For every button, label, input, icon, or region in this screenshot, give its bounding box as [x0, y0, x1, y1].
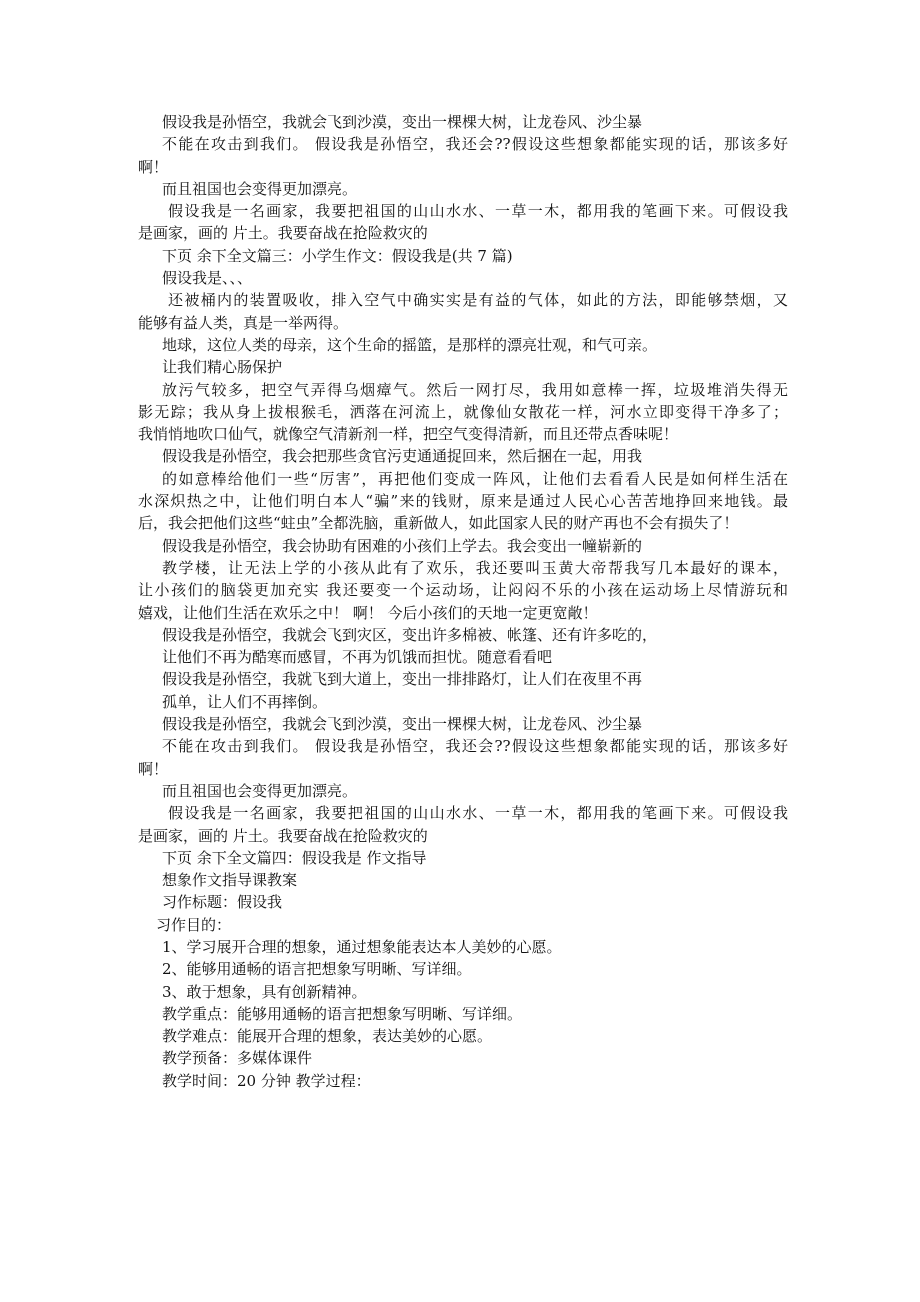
text-line: 而且祖国也会变得更加漂亮。	[162, 781, 358, 800]
text-line: 假设我是一名画家，我要把祖国的山山水水、一草一木，都用我的笔画下来。可假设我	[168, 804, 788, 823]
text-line: 假设我是孙悟空，我就飞到大道上，变出一排排路灯，让人们在夜里不再	[162, 670, 643, 689]
text-line: 而且祖国也会变得更加漂亮。	[162, 179, 358, 198]
text-line: 后，我会把他们这些“蛀虫”全都洗脑，重新做人，如此国家人民的财产再也不会有损失了！	[138, 514, 739, 533]
document-body	[138, 111, 788, 1092]
text-line: 的如意棒给他们一些“厉害”，再把他们变成一阵风，让他们去看看人民是如何样生活在	[162, 469, 788, 488]
text-line: 是画家，画的 片土。我要奋战在抢险救灾的	[138, 224, 428, 243]
text-line: 让小孩们的脑袋更加充实 我还要变一个运动场，让闷闷不乐的小孩在运动场上尽情游玩和	[138, 581, 788, 600]
text-line: 嬉戏，让他们生活在欢乐之中！ 啊！ 今后小孩们的天地一定更宽敞！	[138, 603, 598, 622]
text-line: 下页 余下全文篇四：假设我是 作文指导	[162, 848, 427, 867]
text-line: 假设我是孙悟空，我会协助有困难的小孩们上学去。我会变出一幢崭新的	[162, 536, 643, 555]
text-line: 假设我是、、、	[162, 269, 253, 288]
text-line: 不能在攻击到我们。 假设我是孙悟空，我还会??假设这些想象都能实现的话，那该多好	[162, 737, 788, 756]
text-line: 教学时间：20 分钟 教学过程：	[162, 1071, 371, 1090]
text-line: 假设我是孙悟空，我就会飞到沙漠，变出一棵棵大树，让龙卷风、沙尘暴	[162, 113, 643, 131]
text-line: 地球，这位人类的母亲，这个生命的摇篮，是那样的漂亮壮观，和气可亲。	[162, 335, 658, 354]
text-line: 习作标题：假设我	[162, 893, 283, 912]
text-line: 教学楼，让无法上学的小孩从此有了欢乐，我还要叫玉黄大帝帮我写几本最好的课本，	[162, 558, 788, 577]
text-line: 习作目的：	[156, 915, 232, 934]
text-line: 让我们精心肠保护	[162, 358, 283, 377]
text-line: 教学重点：能够用通畅的语言把想象写明晰、写详细。	[162, 1004, 523, 1023]
text-line: 放污气较多，把空气弄得乌烟瘴气。然后一网打尽，我用如意棒一挥，垃圾堆消失得无	[162, 380, 788, 399]
text-line: 是画家，画的 片土。我要奋战在抢险救灾的	[138, 826, 428, 845]
text-line: 假设我是一名画家，我要把祖国的山山水水、一草一木，都用我的笔画下来。可假设我	[168, 202, 788, 221]
text-line: 啊！	[138, 157, 169, 176]
text-line: 不能在攻击到我们。 假设我是孙悟空，我还会??假设这些想象都能实现的话，那该多好	[162, 135, 788, 154]
text-line: 假设我是孙悟空，我会把那些贪官污吏通通捉回来，然后捆在一起，用我	[162, 447, 643, 466]
text-line: 啊！	[138, 759, 169, 778]
text-line: 水深炽热之中，让他们明白本人“骗”来的钱财，原来是通过人民心心苦苦地挣回来地钱。最	[138, 492, 788, 511]
text-line: 我悄悄地吹口仙气，就像空气清新剂一样，把空气变得清新，而且还带点香味呢！	[138, 425, 679, 444]
text-line: 教学预备：多媒体课件	[162, 1049, 313, 1068]
text-line: 下页 余下全文篇三：小学生作文：假设我是(共 7 篇)	[162, 246, 513, 265]
text-line: 让他们不再为酷寒而感冒，不再为饥饿而担忧。随意看看吧	[162, 648, 553, 667]
text-line: 假设我是孙悟空，我就会飞到沙漠，变出一棵棵大树，让龙卷风、沙尘暴	[162, 715, 643, 734]
text-line: 假设我是孙悟空，我就会飞到灾区，变出许多棉被、帐篷、还有许多吃的，	[162, 625, 658, 644]
text-line: 2、能够用通畅的语言把想象写明晰、写详细。	[162, 960, 472, 979]
text-line: 1、学习展开合理的想象，通过想象能表达本人美妙的心愿。	[162, 937, 562, 956]
text-line: 还被桶内的装置吸收，排入空气中确实实是有益的气体，如此的方法，即能够禁烟，又	[168, 291, 788, 310]
text-line: 能够有益人类，真是一举两得。	[138, 313, 349, 332]
text-line: 影无踪；我从身上拔根猴毛，洒落在河流上，就像仙女散花一样，河水立即变得干净多了；	[138, 402, 788, 421]
text-line: 教学难点：能展开合理的想象，表达美妙的心愿。	[162, 1027, 493, 1046]
text-line: 想象作文指导课教案	[162, 871, 298, 890]
text-line: 孤单，让人们不再摔倒。	[162, 692, 328, 711]
text-line: 3、敢于想象，具有创新精神。	[162, 982, 367, 1001]
